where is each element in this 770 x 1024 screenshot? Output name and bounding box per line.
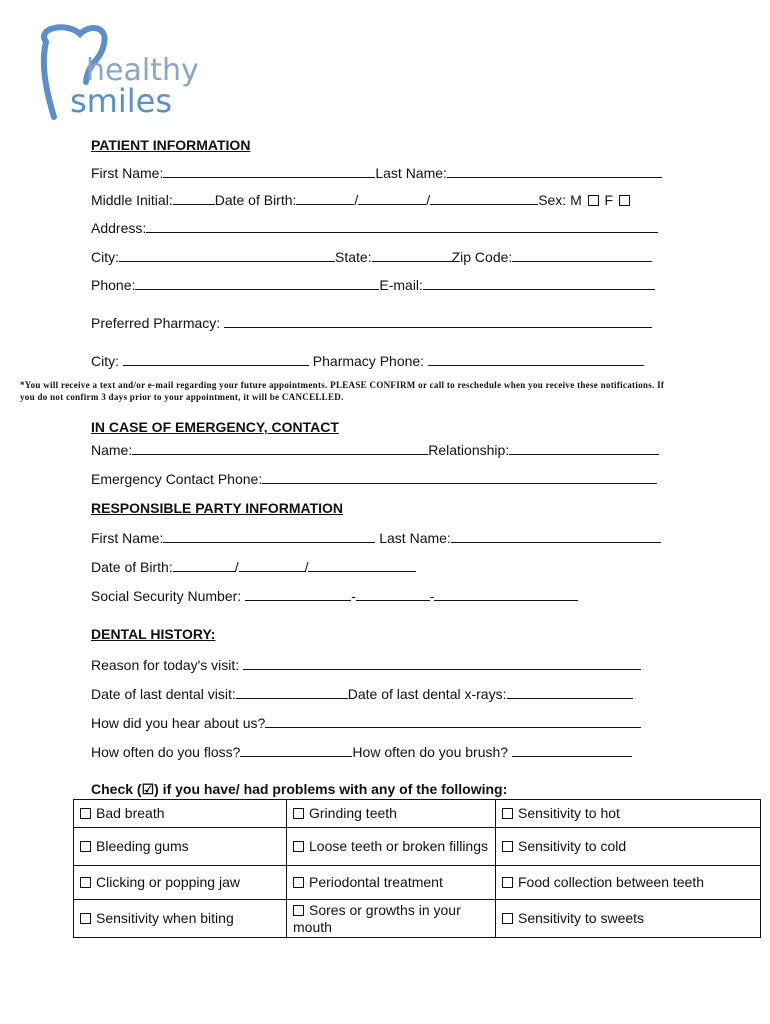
resp-dob-day-field[interactable]	[239, 558, 305, 572]
condition-checkbox[interactable]	[293, 841, 304, 852]
floss-label: How often do you floss?	[91, 744, 241, 760]
pharmacy-field[interactable]	[224, 314, 652, 328]
condition-checkbox[interactable]	[80, 808, 91, 819]
conditions-table	[73, 799, 761, 938]
last-visit-label: Date of last dental visit:	[91, 686, 236, 702]
patient-info-heading: PATIENT INFORMATION	[91, 137, 251, 153]
dob-day-field[interactable]	[358, 191, 426, 205]
table-row	[74, 866, 761, 900]
ssn-part2-field[interactable]	[356, 587, 430, 601]
resp-last-name-field[interactable]	[451, 529, 661, 543]
emergency-name-field[interactable]	[132, 441, 428, 455]
emergency-phone-row	[91, 470, 657, 487]
last-xray-field[interactable]	[507, 685, 633, 699]
resp-dob-year-field[interactable]	[308, 558, 416, 572]
condition-checkbox[interactable]	[502, 808, 513, 819]
emergency-name-label: Name:	[91, 442, 133, 458]
phone-row	[91, 276, 655, 293]
last-name-label: Last Name:	[375, 165, 447, 181]
condition-label: Bad breath	[96, 805, 165, 821]
condition-cell[interactable]	[287, 900, 496, 938]
condition-checkbox[interactable]	[293, 877, 304, 888]
condition-checkbox[interactable]	[80, 913, 91, 924]
condition-label: Bleeding gums	[96, 838, 189, 854]
pharmacy-city-row	[91, 352, 644, 369]
emergency-phone-label: Emergency Contact Phone:	[91, 471, 263, 487]
condition-cell[interactable]	[496, 900, 761, 938]
emergency-heading: IN CASE OF EMERGENCY, CONTACT	[91, 419, 339, 435]
resp-dob-row: Date of Birth: / /	[91, 558, 416, 575]
resp-first-name-label: First Name:	[91, 530, 164, 546]
condition-label: Periodontal treatment	[309, 874, 443, 890]
reason-row	[91, 656, 641, 673]
condition-checkbox[interactable]	[80, 877, 91, 888]
relationship-field[interactable]	[509, 441, 659, 455]
email-label: E-mail:	[379, 277, 423, 293]
phone-label: Phone:	[91, 277, 136, 293]
phone-field[interactable]	[135, 276, 379, 290]
emergency-phone-field[interactable]	[262, 470, 657, 484]
patient-name-row	[91, 164, 662, 181]
first-name-field[interactable]	[163, 164, 375, 178]
condition-checkbox[interactable]	[293, 905, 304, 916]
resp-dob-label: Date of Birth:	[91, 559, 173, 575]
condition-cell[interactable]	[74, 900, 287, 938]
brush-field[interactable]	[512, 743, 632, 757]
logo-word-smiles: smiles	[70, 82, 172, 120]
sex-female-checkbox[interactable]	[619, 195, 630, 206]
dob-month-field[interactable]	[296, 191, 354, 205]
condition-cell[interactable]	[496, 828, 761, 866]
emergency-name-row	[91, 441, 659, 458]
hear-field[interactable]	[265, 714, 641, 728]
middle-initial-field[interactable]	[173, 191, 215, 205]
condition-cell[interactable]	[496, 800, 761, 828]
condition-cell[interactable]	[74, 866, 287, 900]
floss-brush-row	[91, 743, 632, 760]
ssn-label: Social Security Number:	[91, 588, 242, 604]
email-field[interactable]	[423, 276, 655, 290]
middle-initial-label: Middle Initial:	[91, 192, 173, 208]
condition-label: Sensitivity to cold	[518, 838, 627, 854]
pharmacy-phone-field[interactable]	[428, 352, 644, 366]
hear-row	[91, 714, 641, 731]
pharmacy-phone-label: Pharmacy Phone:	[312, 353, 425, 369]
city-row	[91, 248, 652, 265]
brush-label: How often do you brush?	[352, 744, 509, 760]
state-label: State:	[335, 249, 372, 265]
condition-cell[interactable]	[287, 866, 496, 900]
reason-field[interactable]	[243, 656, 641, 670]
condition-label: Sensitivity to hot	[518, 805, 620, 821]
condition-cell[interactable]	[287, 828, 496, 866]
city-label: City:	[91, 249, 119, 265]
resp-last-name-label: Last Name:	[379, 530, 451, 546]
address-row	[91, 219, 658, 236]
condition-label: Food collection between teeth	[518, 874, 705, 890]
condition-checkbox[interactable]	[80, 841, 91, 852]
logo-word-healthy: healthy	[86, 53, 199, 88]
condition-label: Sensitivity when biting	[96, 910, 234, 926]
condition-checkbox[interactable]	[502, 913, 513, 924]
condition-checkbox[interactable]	[293, 808, 304, 819]
responsible-heading: RESPONSIBLE PARTY INFORMATION	[91, 500, 344, 516]
address-field[interactable]	[146, 219, 658, 233]
pharmacy-city-field[interactable]	[123, 352, 309, 366]
state-field[interactable]	[372, 248, 452, 262]
zip-field[interactable]	[512, 248, 652, 262]
table-row	[74, 800, 761, 828]
middle-dob-row: Middle Initial: Date of Birth: / / Sex: M F	[91, 191, 632, 208]
healthy-smiles-logo	[28, 22, 228, 132]
condition-label: Sores or growths in your mouth	[293, 901, 461, 935]
sex-male-checkbox[interactable]	[588, 195, 599, 206]
relationship-label: Relationship:	[428, 442, 510, 458]
table-row	[74, 828, 761, 866]
floss-field[interactable]	[240, 743, 352, 757]
last-visit-field[interactable]	[236, 685, 348, 699]
last-visit-row	[91, 685, 633, 702]
ssn-part3-field[interactable]	[434, 587, 578, 601]
last-name-field[interactable]	[447, 164, 662, 178]
resp-first-name-field[interactable]	[163, 529, 375, 543]
sex-label: Sex: M	[538, 192, 582, 208]
dental-history-heading: DENTAL HISTORY:	[91, 626, 216, 642]
condition-cell[interactable]	[74, 800, 287, 828]
pharmacy-row	[91, 314, 652, 331]
dob-label: Date of Birth:	[214, 192, 297, 208]
zip-label: Zip Code:	[451, 249, 513, 265]
hear-label: How did you hear about us?	[91, 715, 266, 731]
responsible-name-row	[91, 529, 661, 546]
last-xray-label: Date of last dental x-rays:	[347, 686, 507, 702]
condition-cell[interactable]	[74, 828, 287, 866]
ssn-part1-field[interactable]	[245, 587, 351, 601]
resp-dob-month-field[interactable]	[173, 558, 235, 572]
condition-cell[interactable]	[496, 866, 761, 900]
condition-checkbox[interactable]	[502, 877, 513, 888]
conditions-heading: Check (☑) if you have/ had problems with any of the following:	[91, 781, 508, 797]
condition-cell[interactable]	[287, 800, 496, 828]
appointment-notice: *You will receive a text and/or e-mail regarding your future appointments. PLEASE CONFIRM or call to reschedule when you receive these notifications. If you do not confirm 3 days prior to your appointment, it will be CANCELLED.	[20, 380, 665, 402]
condition-label: Grinding teeth	[309, 805, 397, 821]
condition-label: Loose teeth or broken fillings	[309, 838, 488, 854]
ssn-row: Social Security Number: - -	[91, 587, 578, 604]
condition-checkbox[interactable]	[502, 841, 513, 852]
address-label: Address:	[91, 220, 147, 236]
sex-f-label: F	[604, 192, 614, 208]
pharmacy-city-label: City:	[91, 353, 119, 369]
first-name-label: First Name:	[91, 165, 164, 181]
condition-label: Clicking or popping jaw	[96, 874, 240, 890]
city-field[interactable]	[119, 248, 335, 262]
condition-label: Sensitivity to sweets	[518, 910, 645, 926]
dob-year-field[interactable]	[430, 191, 538, 205]
table-row	[74, 900, 761, 938]
pharmacy-label: Preferred Pharmacy:	[91, 315, 221, 331]
reason-label: Reason for today's visit:	[91, 657, 240, 673]
